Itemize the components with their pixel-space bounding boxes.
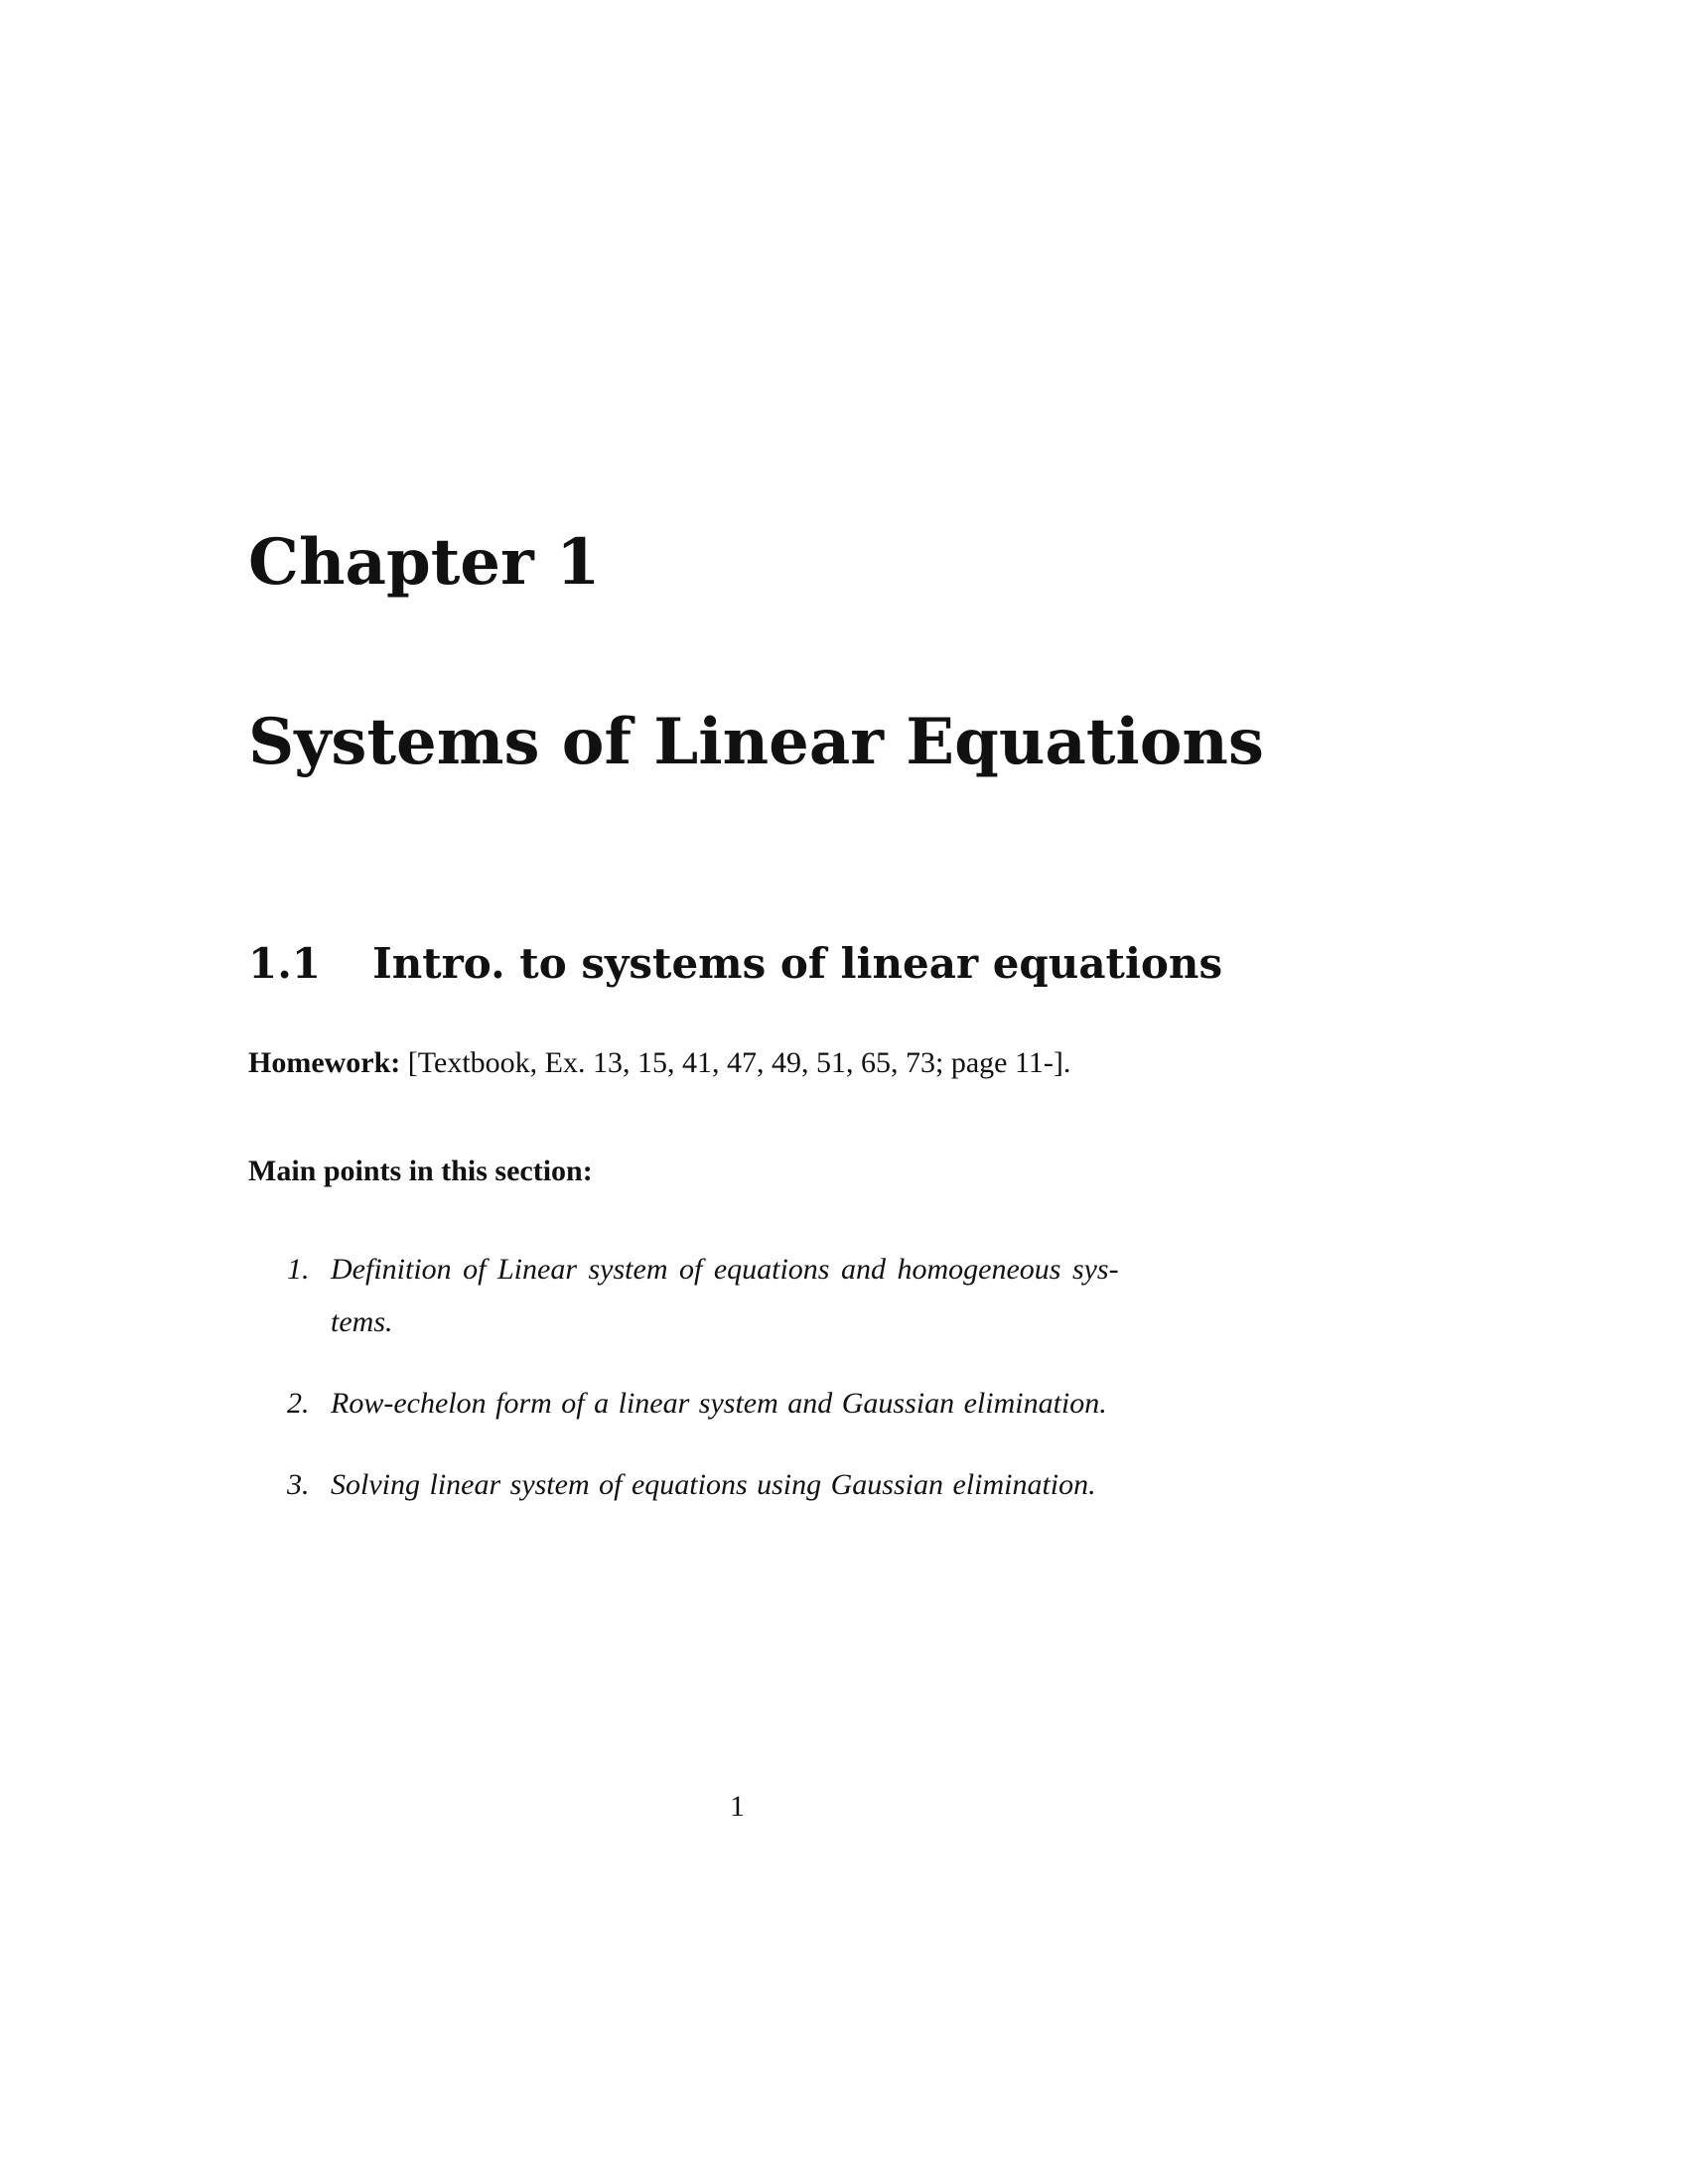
chapter-label: Chapter 1 xyxy=(248,525,601,600)
list-item-number: 2. xyxy=(287,1387,310,1420)
list-item-text-continued: tems. xyxy=(331,1305,393,1338)
homework-label: Homework: xyxy=(248,1046,401,1079)
list-item-text: Solving linear system of equations using Gaussian elimination. xyxy=(331,1468,1096,1501)
homework-text: [Textbook, Ex. 13, 15, 41, 47, 49, 51, 65, 73; page 11-]. xyxy=(407,1046,1071,1079)
section-heading xyxy=(248,939,1223,988)
list-item-number: 3. xyxy=(287,1468,310,1501)
chapter-title: Systems of Linear Equations xyxy=(248,705,1264,779)
main-points-heading: Main points in this section: xyxy=(248,1155,593,1187)
homework-line xyxy=(248,1048,1070,1078)
page-number: 1 xyxy=(730,1790,745,1823)
list-item-text: Row-echelon form of a linear system and Gaussian elimination. xyxy=(331,1387,1107,1420)
section-title: Intro. to systems of linear equations xyxy=(372,939,1223,988)
list-item-number: 1. xyxy=(287,1253,310,1286)
list-item-text: Definition of Linear system of equations and homogeneous sys- xyxy=(331,1253,1119,1286)
section-number: 1.1 xyxy=(248,939,322,988)
